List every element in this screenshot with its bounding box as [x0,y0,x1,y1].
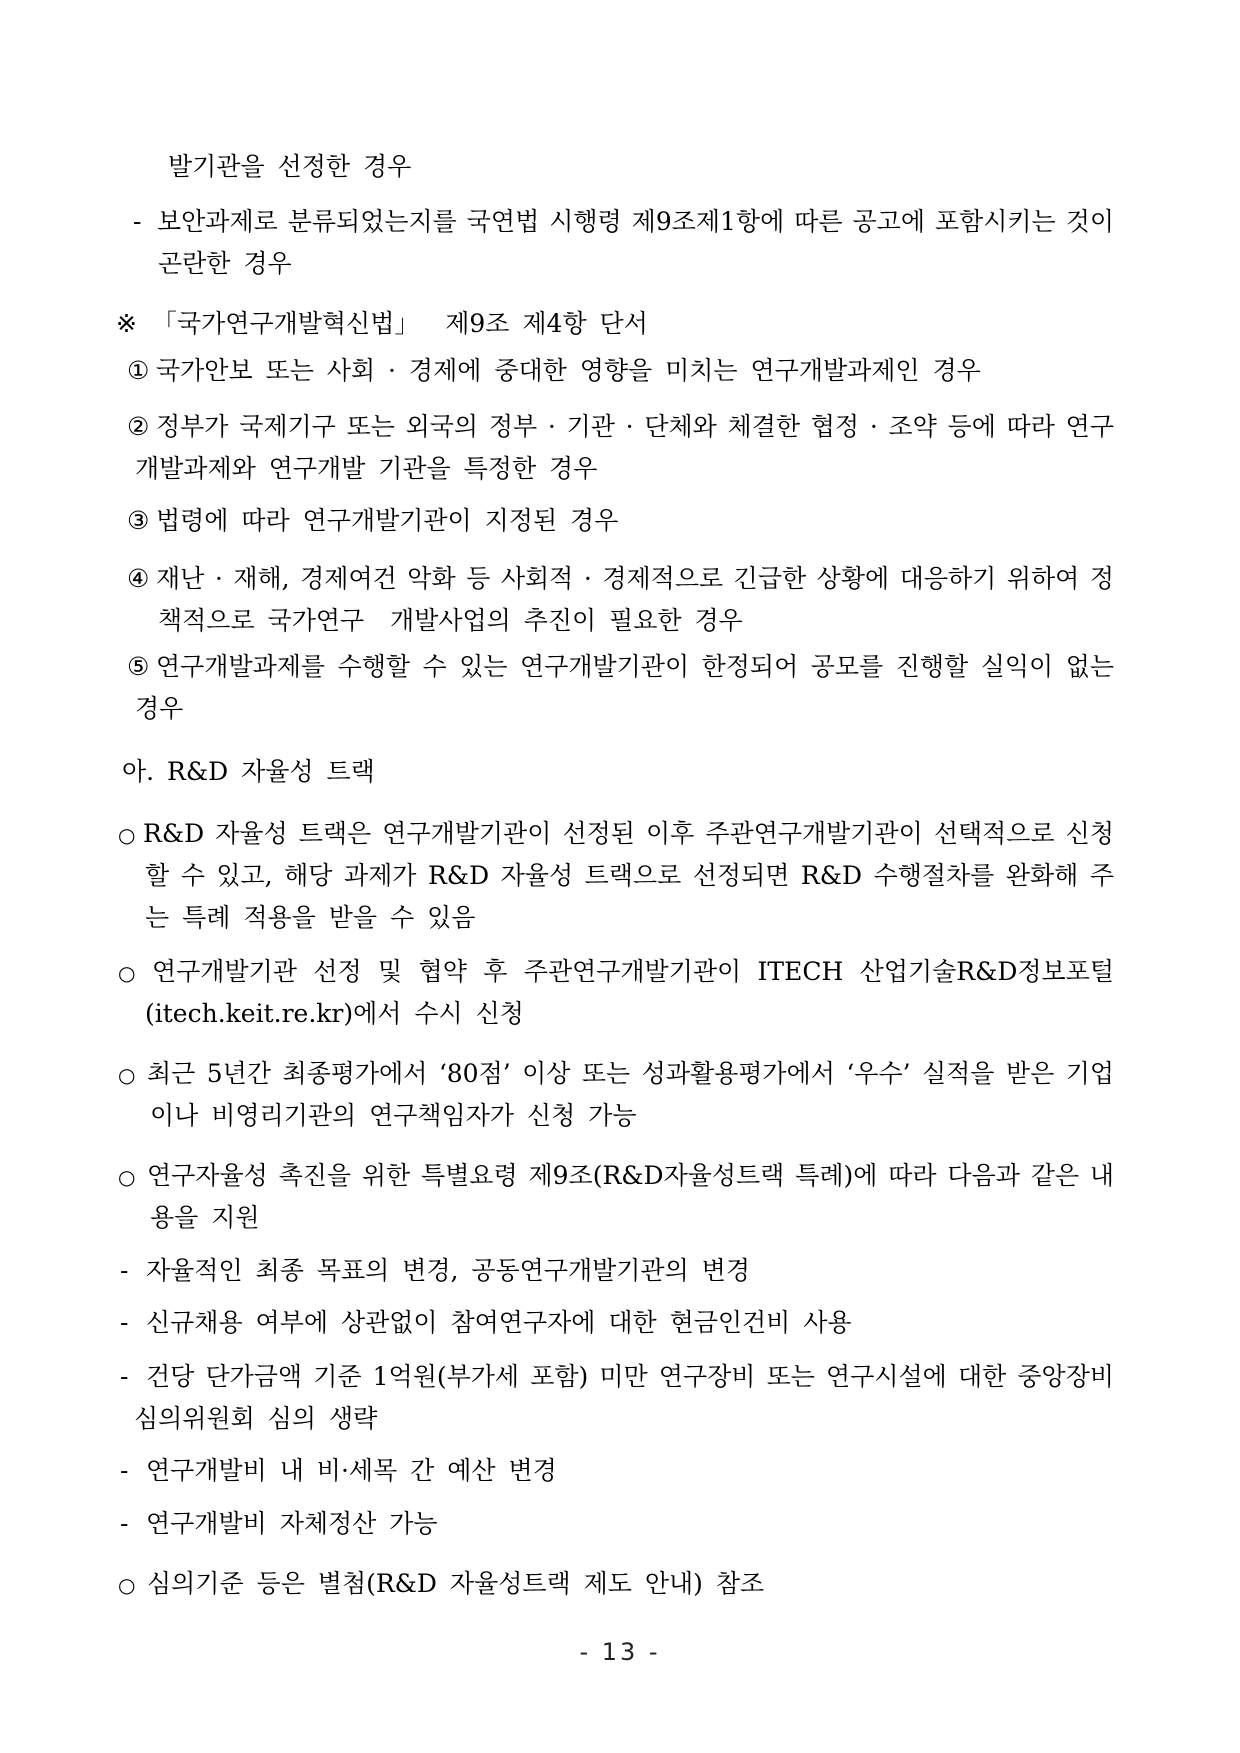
text-line: 법령에 따라 연구개발기관이 지정된 경우 [156,506,619,535]
list-marker: ○ [118,1573,136,1597]
paragraph [0,751,1240,793]
text-line: 심의위원회 심의 생략 [134,1404,378,1433]
paragraph [0,951,1240,1035]
list-marker: ○ [118,1063,136,1087]
text-line: 자율적인 최종 목표의 변경, 공동연구개발기관의 변경 [146,1256,750,1285]
list-marker: ○ [118,823,136,847]
list-marker: ④ [127,564,150,593]
text-line: 경우 [135,694,184,723]
paragraph [0,500,1240,542]
text-line: 곤란한 경우 [158,249,292,278]
text-line: 아. R&D 자율성 트랙 [122,757,375,786]
paragraph [0,406,1240,490]
list-marker: ③ [127,506,150,535]
paragraph [0,146,1240,188]
text-line: 개발과제와 연구개발 기관을 특정한 경우 [135,454,598,483]
paragraph [0,1563,1240,1605]
text-line: 연구개발과제를 수행할 수 있는 연구개발기관이 한정되어 공모를 진행할 실익이 없는 [156,652,1114,681]
text-line: 연구개발비 내 비·세목 간 예산 변경 [146,1456,557,1485]
list-marker: ○ [118,961,136,985]
text-line: (itech.keit.re.kr)에서 수시 신청 [145,999,524,1028]
text-line: 건당 단가금액 기준 1억원(부가세 포함) 미만 연구장비 또는 연구시설에 대한 중앙장비 [146,1362,1114,1391]
paragraph [0,1356,1240,1440]
text-line: 연구자율성 촉진을 위한 특별요령 제9조(R&D자율성트랙 특례)에 따라 다음과 같은 내 [147,1161,1114,1190]
text-line: 재난 · 재해, 경제여건 악화 등 사회적 · 경제적으로 긴급한 상황에 대응하기 위하여 정 [156,564,1114,593]
paragraph [0,201,1240,285]
list-marker: - [120,1456,129,1485]
text-line: 연구개발비 자체정산 가능 [146,1509,438,1538]
paragraph [0,1053,1240,1137]
paragraph [0,303,1240,345]
text-line: 최근 5년간 최종평가에서 ‘80점’ 이상 또는 성과활용평가에서 ‘우수’ 실적을 받은 기업 [147,1059,1114,1088]
list-marker: ⑤ [127,652,150,681]
text-line: 할 수 있고, 해당 과제가 R&D 자율성 트랙으로 선정되면 R&D 수행절차를 완화해 주 [145,861,1114,890]
text-line: 는 특례 적용을 받을 수 있음 [145,903,476,932]
text-line: R&D 자율성 트랙은 연구개발기관이 선정된 이후 주관연구개발기관이 선택적으로 신청 [143,819,1114,848]
list-marker: ② [127,412,150,441]
list-marker: ○ [118,1165,136,1189]
text-line: 이나 비영리기관의 연구책임자가 신청 가능 [150,1101,637,1130]
text-line: 국가안보 또는 사회 · 경제에 중대한 영향을 미치는 연구개발과제인 경우 [156,356,981,385]
text-line: 보안과제로 분류되었는지를 국연법 시행령 제9조제1항에 따른 공고에 포함시키는 것이 [157,207,1114,236]
list-marker: - [120,1308,129,1337]
paragraph [0,646,1240,730]
text-line: 심의기준 등은 별첨(R&D 자율성트랙 제도 안내) 참조 [147,1569,765,1598]
list-marker: - [133,207,142,236]
text-line: 신규채용 여부에 상관없이 참여연구자에 대한 현금인건비 사용 [146,1308,852,1337]
page-number: - 13 - [579,1638,661,1666]
text-line: 책적으로 국가연구 개발사업의 추진이 필요한 경우 [158,606,743,635]
text-line: 발기관을 선정한 경우 [168,152,412,181]
paragraph [0,350,1240,392]
list-marker: ① [127,356,150,385]
paragraph [0,1302,1240,1344]
list-marker: - [120,1509,129,1538]
text-line: 「국가연구개발혁신법」 제9조 제4항 단서 [152,309,648,338]
paragraph [0,813,1240,939]
paragraph [0,1450,1240,1492]
list-marker: - [120,1256,129,1285]
list-marker: ※ [116,309,137,338]
paragraph [0,1155,1240,1239]
paragraph [0,1250,1240,1292]
text-line: 용을 지원 [150,1203,260,1232]
text-line: 연구개발기관 선정 및 협약 후 주관연구개발기관이 ITECH 산업기술R&D정보포털 [152,957,1114,986]
text-line: 정부가 국제기구 또는 외국의 정부 · 기관 · 단체와 체결한 협정 · 조약 등에 따라 연구 [156,412,1114,441]
paragraph [0,1503,1240,1545]
paragraph [0,558,1240,642]
list-marker: - [120,1362,129,1391]
